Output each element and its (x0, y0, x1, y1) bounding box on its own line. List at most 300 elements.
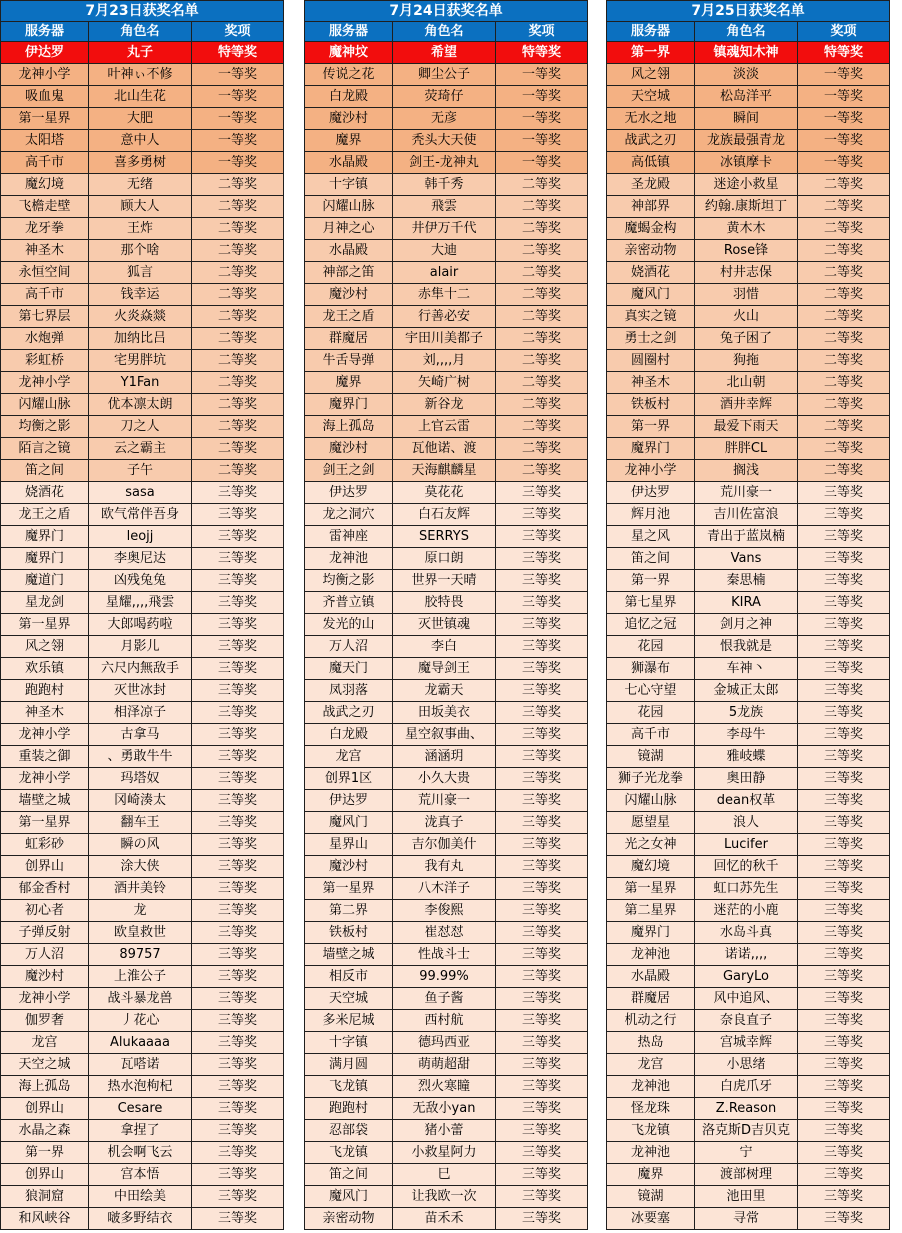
table-row (607, 592, 890, 614)
table-row (607, 218, 890, 240)
table-row (1, 834, 284, 856)
table-row (305, 394, 588, 416)
table-row (1, 526, 284, 548)
table-row (305, 108, 588, 130)
prize-cell: 三等奖 (192, 636, 284, 658)
prize-cell: 三等奖 (496, 548, 588, 570)
server-cell: 风之翎 (1, 636, 89, 658)
prize-cell: 二等奖 (496, 262, 588, 284)
table-title-row (305, 1, 588, 22)
column-header-row (607, 22, 890, 42)
prize-cell: 三等奖 (798, 548, 890, 570)
server-cell: 创界山 (1, 1164, 89, 1186)
server-cell: 齐普立镇 (305, 592, 393, 614)
table-title-row (1, 1, 284, 22)
role-name-cell: 刘,,,,月 (393, 350, 496, 372)
server-cell: 勇士之剑 (607, 328, 695, 350)
prize-cell: 三等奖 (798, 1120, 890, 1142)
table-row (1, 284, 284, 306)
prize-cell: 三等奖 (496, 988, 588, 1010)
prize-cell: 特等奖 (192, 42, 284, 64)
role-name-cell: 车神丶 (695, 658, 798, 680)
server-cell: 龙神小学 (1, 372, 89, 394)
prize-cell: 三等奖 (192, 812, 284, 834)
server-cell: 无水之地 (607, 108, 695, 130)
table-row (305, 922, 588, 944)
role-name-cell: 吉川佐富浪 (695, 504, 798, 526)
table-row (607, 42, 890, 64)
server-cell: 星龙剑 (1, 592, 89, 614)
prize-cell: 一等奖 (496, 108, 588, 130)
prize-cell: 三等奖 (496, 702, 588, 724)
server-cell: 神部界 (607, 196, 695, 218)
table-row (305, 944, 588, 966)
prize-cell: 一等奖 (192, 108, 284, 130)
prize-cell: 三等奖 (192, 680, 284, 702)
server-cell: 万人沼 (305, 636, 393, 658)
table-row (305, 1186, 588, 1208)
role-name-cell: 恨我就是 (695, 636, 798, 658)
table-row (305, 966, 588, 988)
prize-cell: 三等奖 (496, 878, 588, 900)
prize-cell: 二等奖 (798, 174, 890, 196)
role-name-cell: 加纳比吕 (89, 328, 192, 350)
role-name-cell: 剑月之神 (695, 614, 798, 636)
prize-cell: 二等奖 (798, 328, 890, 350)
server-cell: 魔界门 (1, 526, 89, 548)
server-cell: 机动之行 (607, 1010, 695, 1032)
prize-cell: 三等奖 (192, 944, 284, 966)
prize-cell: 二等奖 (192, 240, 284, 262)
table-row (305, 372, 588, 394)
server-cell: 笛之间 (305, 1164, 393, 1186)
server-cell: 圣龙殿 (607, 174, 695, 196)
server-cell: 魔风门 (607, 284, 695, 306)
table-row (305, 130, 588, 152)
server-cell: 花园 (607, 702, 695, 724)
role-name-cell: 吉尔伽美什 (393, 834, 496, 856)
table-row (1, 42, 284, 64)
role-name-cell: 上官云雷 (393, 416, 496, 438)
table-title: 7月24日获奖名单 (305, 1, 588, 22)
prize-cell: 三等奖 (192, 504, 284, 526)
table-row (607, 724, 890, 746)
server-cell: 跑跑村 (1, 680, 89, 702)
role-name-cell: 玛塔奴 (89, 768, 192, 790)
server-cell: 群魔居 (305, 328, 393, 350)
table-row (607, 394, 890, 416)
role-name-cell: 西村航 (393, 1010, 496, 1032)
role-name-cell: 寻常 (695, 1208, 798, 1230)
role-name-cell: 淡淡 (695, 64, 798, 86)
server-cell: 铁板村 (305, 922, 393, 944)
server-cell: 亲密动物 (305, 1208, 393, 1230)
table-row (1, 680, 284, 702)
server-cell: 神部之笛 (305, 262, 393, 284)
table-row (1, 768, 284, 790)
role-name-cell: 世界一天晴 (393, 570, 496, 592)
table-row (1, 570, 284, 592)
table-row (1, 614, 284, 636)
role-name-cell: Lucifer (695, 834, 798, 856)
role-name-cell: 水岛斗真 (695, 922, 798, 944)
table-row (305, 1054, 588, 1076)
table-row (305, 350, 588, 372)
role-name-cell: 鱼子酱 (393, 988, 496, 1010)
column-header-server: 服务器 (607, 22, 695, 42)
server-cell: 龙王之盾 (1, 504, 89, 526)
prize-cell: 三等奖 (496, 680, 588, 702)
server-cell: 魔界 (607, 1164, 695, 1186)
prize-cell: 三等奖 (798, 768, 890, 790)
table-row (1, 416, 284, 438)
table-row (305, 658, 588, 680)
server-cell: 龙神小学 (1, 988, 89, 1010)
role-name-cell: 刀之人 (89, 416, 192, 438)
server-cell: 飞龙镇 (305, 1076, 393, 1098)
server-cell: 伊达罗 (1, 42, 89, 64)
server-cell: 均衡之影 (1, 416, 89, 438)
table-row (607, 130, 890, 152)
server-cell: 重装之御 (1, 746, 89, 768)
server-cell: 魔沙村 (305, 856, 393, 878)
role-name-cell: Vans (695, 548, 798, 570)
role-name-cell: 八木洋子 (393, 878, 496, 900)
role-name-cell: 云之霸主 (89, 438, 192, 460)
prize-cell: 二等奖 (798, 394, 890, 416)
table-row (607, 1032, 890, 1054)
role-name-cell: 奥田静 (695, 768, 798, 790)
role-name-cell: 荧琦仔 (393, 86, 496, 108)
role-name-cell: 原口朗 (393, 548, 496, 570)
prize-cell: 二等奖 (798, 350, 890, 372)
prize-cell: 三等奖 (192, 548, 284, 570)
prize-cell: 三等奖 (798, 966, 890, 988)
server-cell: 高千市 (607, 724, 695, 746)
server-cell: 第七星界 (607, 592, 695, 614)
role-name-cell: 小思绪 (695, 1054, 798, 1076)
server-cell: 狼洞窟 (1, 1186, 89, 1208)
server-cell: 魔界 (305, 372, 393, 394)
table-row (305, 614, 588, 636)
server-cell: 水晶殿 (305, 240, 393, 262)
role-name-cell: 天海麒麟星 (393, 460, 496, 482)
role-name-cell: 飛雲 (393, 196, 496, 218)
table-row (1, 460, 284, 482)
role-name-cell: SERRYS (393, 526, 496, 548)
server-cell: 神圣木 (1, 702, 89, 724)
server-cell: 陌言之镜 (1, 438, 89, 460)
server-cell: 创界山 (1, 1098, 89, 1120)
role-name-cell: 宇田川美都子 (393, 328, 496, 350)
server-cell: 月神之心 (305, 218, 393, 240)
server-cell: 天空之城 (1, 1054, 89, 1076)
prize-cell: 三等奖 (798, 680, 890, 702)
table-row (1, 658, 284, 680)
role-name-cell: 上淮公子 (89, 966, 192, 988)
server-cell: 闪耀山脉 (607, 790, 695, 812)
role-name-cell: 金城正太郎 (695, 680, 798, 702)
table-title: 7月25日获奖名单 (607, 1, 890, 22)
table-row (1, 1098, 284, 1120)
role-name-cell: 星空叙事曲、 (393, 724, 496, 746)
role-name-cell: 龙族最强青龙 (695, 130, 798, 152)
server-cell: 第一星界 (1, 108, 89, 130)
table-row (607, 1054, 890, 1076)
role-name-cell: 狐言 (89, 262, 192, 284)
server-cell: 初心者 (1, 900, 89, 922)
prize-cell: 三等奖 (798, 1054, 890, 1076)
prize-cell: 三等奖 (798, 526, 890, 548)
table-row (607, 372, 890, 394)
table-row (305, 790, 588, 812)
table-row (305, 152, 588, 174)
table-row (305, 1010, 588, 1032)
role-name-cell: 相泽凉子 (89, 702, 192, 724)
role-name-cell: alair (393, 262, 496, 284)
role-name-cell: 机会啊飞云 (89, 1142, 192, 1164)
prize-cell: 三等奖 (798, 504, 890, 526)
server-cell: 龙宫 (305, 746, 393, 768)
server-cell: 魔界门 (607, 438, 695, 460)
table-row (607, 878, 890, 900)
role-name-cell: dean权革 (695, 790, 798, 812)
role-name-cell: 战斗暴龙兽 (89, 988, 192, 1010)
server-cell: 欢乐镇 (1, 658, 89, 680)
table-row (607, 570, 890, 592)
table-row (1, 1164, 284, 1186)
server-cell: 龙牙拳 (1, 218, 89, 240)
server-cell: 飞龙镇 (607, 1120, 695, 1142)
table-row (1, 1120, 284, 1142)
prize-cell: 三等奖 (192, 614, 284, 636)
prize-cell: 三等奖 (192, 1032, 284, 1054)
role-name-cell: 巳 (393, 1164, 496, 1186)
table-row (607, 746, 890, 768)
server-cell: 创界山 (1, 856, 89, 878)
server-cell: 墙壁之城 (305, 944, 393, 966)
server-cell: 彩虹桥 (1, 350, 89, 372)
table-row (607, 944, 890, 966)
prize-cell: 三等奖 (496, 570, 588, 592)
server-cell: 万人沼 (1, 944, 89, 966)
table-row (607, 196, 890, 218)
table-row (607, 350, 890, 372)
column-header-prize: 奖项 (192, 22, 284, 42)
prize-cell: 二等奖 (496, 438, 588, 460)
table-row (1, 174, 284, 196)
table-row (305, 1098, 588, 1120)
server-cell: 魔界门 (305, 394, 393, 416)
role-name-cell: 89757 (89, 944, 192, 966)
table-row (607, 284, 890, 306)
role-name-cell: KIRA (695, 592, 798, 614)
role-name-cell: 田坂美衣 (393, 702, 496, 724)
prize-cell: 二等奖 (496, 416, 588, 438)
role-name-cell: 行善必安 (393, 306, 496, 328)
server-cell: 龙之洞穴 (305, 504, 393, 526)
server-cell: 虹彩砂 (1, 834, 89, 856)
prize-cell: 二等奖 (496, 218, 588, 240)
role-name-cell: 让我欧一次 (393, 1186, 496, 1208)
role-name-cell: 雅岐蝶 (695, 746, 798, 768)
server-cell: 墙壁之城 (1, 790, 89, 812)
role-name-cell: 欧皇救世 (89, 922, 192, 944)
table-row (1, 262, 284, 284)
server-cell: 第二界 (305, 900, 393, 922)
prize-cell: 二等奖 (798, 262, 890, 284)
server-cell: 狮子光龙拳 (607, 768, 695, 790)
role-name-cell: 酒井美铃 (89, 878, 192, 900)
table-row (607, 1164, 890, 1186)
column-header-row (1, 22, 284, 42)
role-name-cell: 回忆的秋千 (695, 856, 798, 878)
server-cell: 魔沙村 (305, 438, 393, 460)
prize-cell: 三等奖 (192, 856, 284, 878)
prize-cell: 三等奖 (496, 526, 588, 548)
column-header-prize: 奖项 (798, 22, 890, 42)
server-cell: 海上孤岛 (1, 1076, 89, 1098)
server-cell: 水晶殿 (305, 152, 393, 174)
role-name-cell: 兔子困了 (695, 328, 798, 350)
table-row (305, 1076, 588, 1098)
role-name-cell: 李母牛 (695, 724, 798, 746)
prize-cell: 二等奖 (798, 416, 890, 438)
table-row (1, 1142, 284, 1164)
prize-cell: 三等奖 (496, 966, 588, 988)
table-row (607, 240, 890, 262)
server-cell: 战武之刃 (607, 130, 695, 152)
server-cell: 圆圈村 (607, 350, 695, 372)
table-row (305, 262, 588, 284)
prize-cell: 二等奖 (496, 284, 588, 306)
prize-cell: 三等奖 (496, 592, 588, 614)
server-cell: 笛之间 (607, 548, 695, 570)
prize-cell: 三等奖 (798, 614, 890, 636)
server-cell: 魔沙村 (1, 966, 89, 988)
server-cell: 发光的山 (305, 614, 393, 636)
prize-cell: 二等奖 (192, 416, 284, 438)
role-name-cell: 叶神ぃ不修 (89, 64, 192, 86)
server-cell: 第一界 (607, 416, 695, 438)
prize-cell: 三等奖 (192, 1098, 284, 1120)
role-name-cell: 拿捏了 (89, 1120, 192, 1142)
table-row (305, 482, 588, 504)
prize-cell: 三等奖 (496, 482, 588, 504)
role-name-cell: Z.Reason (695, 1098, 798, 1120)
role-name-cell: Rose锋 (695, 240, 798, 262)
table-row (607, 680, 890, 702)
role-name-cell: 莫花花 (393, 482, 496, 504)
role-name-cell: 宁 (695, 1142, 798, 1164)
prize-cell: 三等奖 (798, 856, 890, 878)
table-row (1, 988, 284, 1010)
role-name-cell: 小久大贵 (393, 768, 496, 790)
prize-cell: 一等奖 (192, 130, 284, 152)
prize-cell: 三等奖 (798, 1032, 890, 1054)
table-row (305, 768, 588, 790)
role-name-cell: 洛克斯D吉贝克 (695, 1120, 798, 1142)
server-cell: 第一界 (1, 1142, 89, 1164)
table-row (607, 86, 890, 108)
table-row (607, 922, 890, 944)
table-row (1, 878, 284, 900)
role-name-cell: 凶残兔兔 (89, 570, 192, 592)
server-cell: 飞檐走壁 (1, 196, 89, 218)
server-cell: 高千市 (1, 152, 89, 174)
role-name-cell: 优本凛太朗 (89, 394, 192, 416)
server-cell: 群魔居 (607, 988, 695, 1010)
server-cell: 十字镇 (305, 174, 393, 196)
table-row (607, 548, 890, 570)
role-name-cell: 月影儿 (89, 636, 192, 658)
role-name-cell: 狗拖 (695, 350, 798, 372)
server-cell: 龙王之盾 (305, 306, 393, 328)
prize-cell: 三等奖 (496, 1186, 588, 1208)
column-header-server: 服务器 (1, 22, 89, 42)
table-row (305, 834, 588, 856)
server-cell: 海上孤岛 (305, 416, 393, 438)
table-row (305, 878, 588, 900)
table-row (607, 1098, 890, 1120)
role-name-cell: 冈崎湊太 (89, 790, 192, 812)
prize-cell: 三等奖 (798, 636, 890, 658)
server-cell: 太阳塔 (1, 130, 89, 152)
server-cell: 娆酒花 (607, 262, 695, 284)
winners-table-0723 (0, 0, 284, 1230)
prize-cell: 三等奖 (192, 1076, 284, 1098)
table-row (1, 504, 284, 526)
prize-cell: 三等奖 (798, 944, 890, 966)
server-cell: 创界1区 (305, 768, 393, 790)
server-cell: 龙神池 (607, 944, 695, 966)
table-row (305, 1208, 588, 1230)
role-name-cell: 渡部树理 (695, 1164, 798, 1186)
table-row (1, 438, 284, 460)
table-row (305, 1032, 588, 1054)
server-cell: 相反市 (305, 966, 393, 988)
prize-cell: 三等奖 (496, 746, 588, 768)
role-name-cell: 热水泡枸杞 (89, 1076, 192, 1098)
server-cell: 龙神小学 (1, 64, 89, 86)
prize-cell: 三等奖 (798, 812, 890, 834)
prize-cell: 一等奖 (496, 64, 588, 86)
prize-cell: 二等奖 (192, 262, 284, 284)
server-cell: 永恒空间 (1, 262, 89, 284)
prize-cell: 二等奖 (496, 394, 588, 416)
role-name-cell: 星耀,,,,飛雲 (89, 592, 192, 614)
role-name-cell: 荒川豪一 (393, 790, 496, 812)
role-name-cell: 王炸 (89, 218, 192, 240)
table-row (305, 306, 588, 328)
prize-cell: 三等奖 (798, 1208, 890, 1230)
server-cell: 雷神座 (305, 526, 393, 548)
role-name-cell: 灭世镇魂 (393, 614, 496, 636)
prize-cell: 三等奖 (798, 592, 890, 614)
prize-cell: 二等奖 (798, 284, 890, 306)
server-cell: 牛舌导弹 (305, 350, 393, 372)
table-row (305, 504, 588, 526)
role-name-cell: 喜多勇树 (89, 152, 192, 174)
prize-cell: 三等奖 (496, 1010, 588, 1032)
prize-cell: 三等奖 (192, 482, 284, 504)
server-cell: 风之翎 (607, 64, 695, 86)
table-row (305, 86, 588, 108)
server-cell: 魔幻境 (1, 174, 89, 196)
role-name-cell: 虹口苏先生 (695, 878, 798, 900)
table-row (607, 702, 890, 724)
prize-cell: 三等奖 (192, 570, 284, 592)
